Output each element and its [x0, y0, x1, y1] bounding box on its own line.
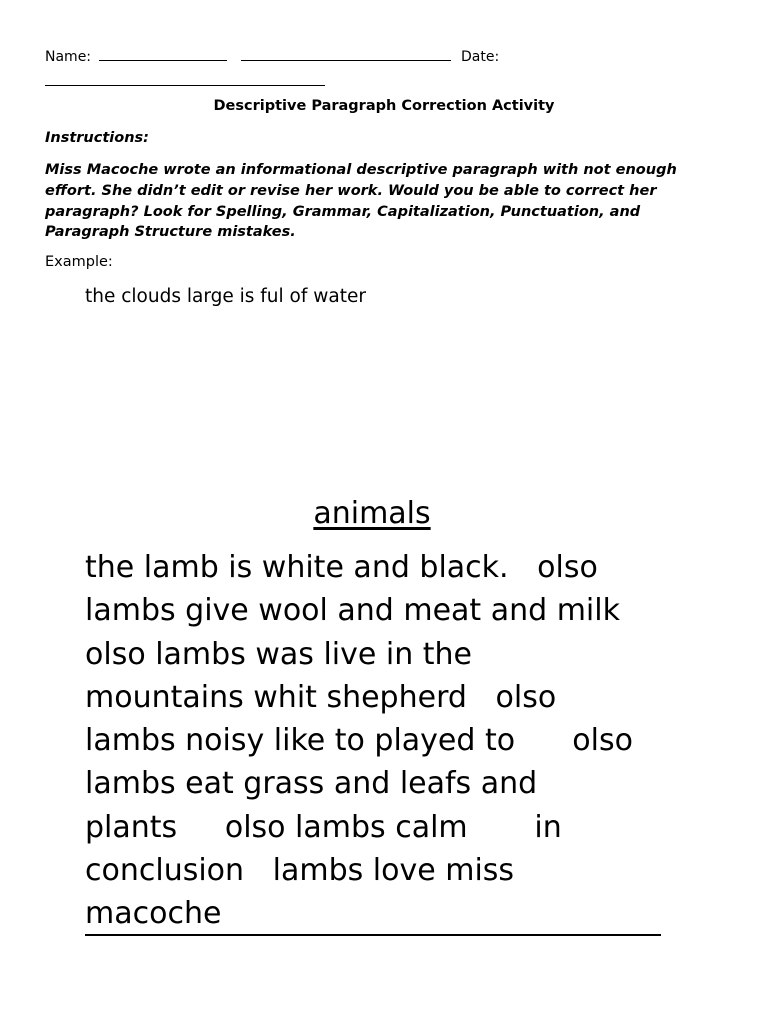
name-blank-2	[241, 46, 451, 61]
paragraph-body	[85, 546, 685, 936]
paragraph-line: macoche	[85, 896, 222, 932]
example-sentence: the clouds large is ful of water	[85, 286, 366, 307]
paragraph-line: olso lambs was live in the	[85, 636, 472, 672]
page-title: Descriptive Paragraph Correction Activity	[213, 98, 555, 114]
paragraph-line: lambs noisy like to played to olso	[85, 723, 633, 759]
instructions-label: Instructions:	[45, 130, 149, 146]
instructions-text: Miss Macoche wrote an informational descriptive paragraph with not enough effort. She didn’t edit or revise her work. Would you be able to correct her paragraph? Look for Spelling, Grammar, Capitalization, Punctuation, and Paragraph Structure mistakes.	[45, 162, 677, 241]
date-blank	[45, 85, 325, 86]
paragraph-line: lambs eat grass and leafs and	[85, 766, 538, 802]
name-blank-1	[99, 46, 227, 61]
name-date-line	[45, 46, 499, 65]
paragraph-title: animals	[313, 496, 431, 531]
paragraph-line: plants olso lambs calm in	[85, 809, 562, 845]
bottom-rule	[85, 934, 661, 936]
example-label: Example:	[45, 254, 113, 270]
paragraph-line: conclusion lambs love miss	[85, 853, 515, 889]
paragraph-line: lambs give wool and meat and milk	[85, 593, 620, 629]
date-label: Date:	[461, 49, 500, 65]
paragraph-line: the lamb is white and black. olso	[85, 550, 598, 585]
paragraph-line: mountains whit shepherd olso	[85, 679, 557, 715]
name-label: Name:	[45, 49, 92, 65]
